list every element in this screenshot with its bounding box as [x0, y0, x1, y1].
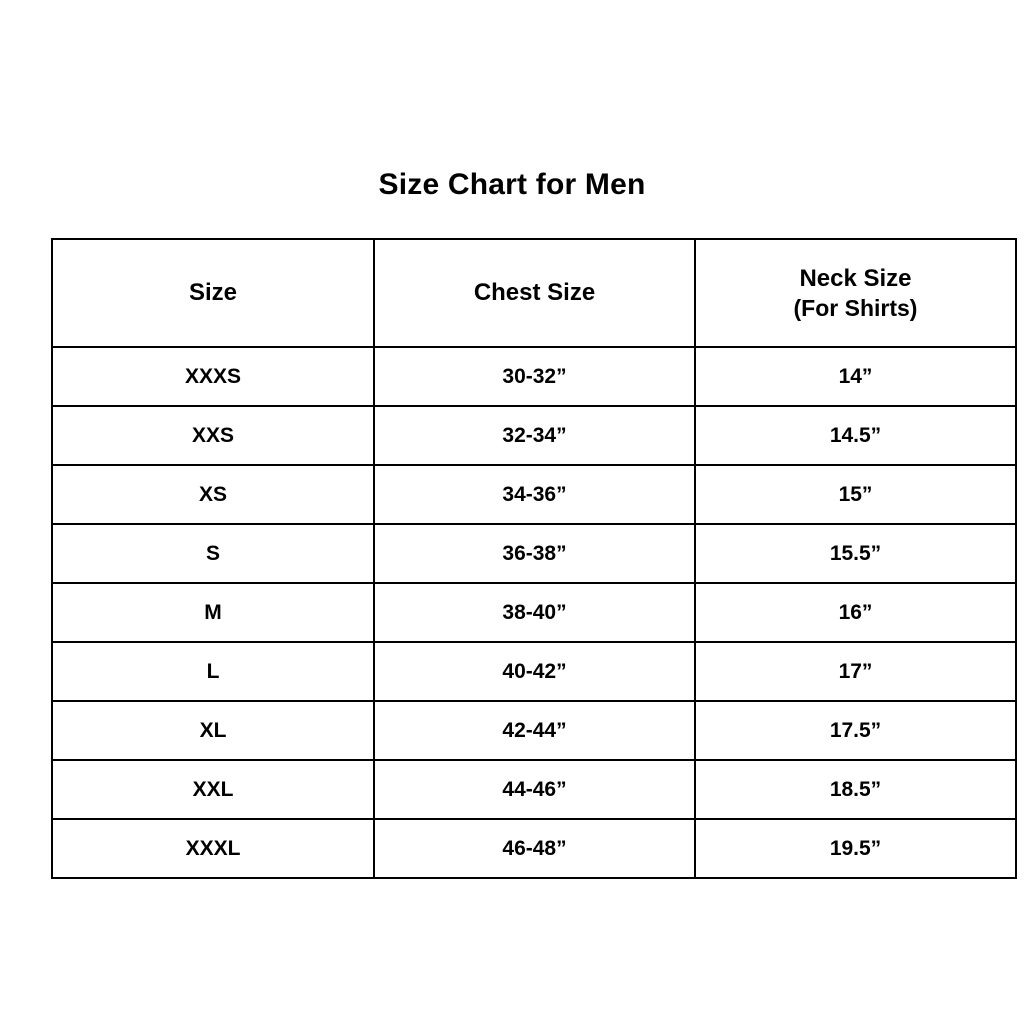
cell-size: XXS	[52, 406, 374, 465]
column-header-neck-size-line1: Neck Size	[799, 264, 912, 292]
cell-chest: 44-46”	[374, 760, 695, 819]
cell-neck: 19.5”	[695, 819, 1016, 878]
column-header-size: Size	[52, 239, 374, 347]
cell-size: XL	[52, 701, 374, 760]
cell-chest: 30-32”	[374, 347, 695, 406]
cell-neck: 14.5”	[695, 406, 1016, 465]
cell-chest: 42-44”	[374, 701, 695, 760]
table-row	[52, 347, 1016, 406]
table-row	[52, 760, 1016, 819]
table-row	[52, 465, 1016, 524]
cell-size: XXL	[52, 760, 374, 819]
cell-chest: 32-34”	[374, 406, 695, 465]
cell-chest: 34-36”	[374, 465, 695, 524]
cell-chest: 40-42”	[374, 642, 695, 701]
size-chart-table	[51, 238, 1017, 879]
cell-size: XS	[52, 465, 374, 524]
table-body	[52, 347, 1016, 878]
cell-neck: 14”	[695, 347, 1016, 406]
cell-size: M	[52, 583, 374, 642]
column-header-neck-size-line2: (For Shirts)	[793, 294, 918, 321]
cell-neck: 15”	[695, 465, 1016, 524]
cell-neck: 17.5”	[695, 701, 1016, 760]
table-row	[52, 701, 1016, 760]
table-row	[52, 642, 1016, 701]
cell-size: S	[52, 524, 374, 583]
cell-size: L	[52, 642, 374, 701]
cell-neck: 18.5”	[695, 760, 1016, 819]
cell-neck: 16”	[695, 583, 1016, 642]
size-chart-table-container	[51, 238, 973, 879]
table-row	[52, 819, 1016, 878]
page-title: Size Chart for Men	[378, 168, 646, 201]
table-row	[52, 524, 1016, 583]
table-header-row	[52, 239, 1016, 347]
table-row	[52, 583, 1016, 642]
column-header-neck-size	[695, 239, 1016, 347]
cell-chest: 46-48”	[374, 819, 695, 878]
cell-chest: 38-40”	[374, 583, 695, 642]
table-row	[52, 406, 1016, 465]
table-header	[52, 239, 1016, 347]
column-header-chest-size: Chest Size	[374, 239, 695, 347]
cell-size: XXXL	[52, 819, 374, 878]
cell-neck: 15.5”	[695, 524, 1016, 583]
cell-size: XXXS	[52, 347, 374, 406]
cell-neck: 17”	[695, 642, 1016, 701]
cell-chest: 36-38”	[374, 524, 695, 583]
